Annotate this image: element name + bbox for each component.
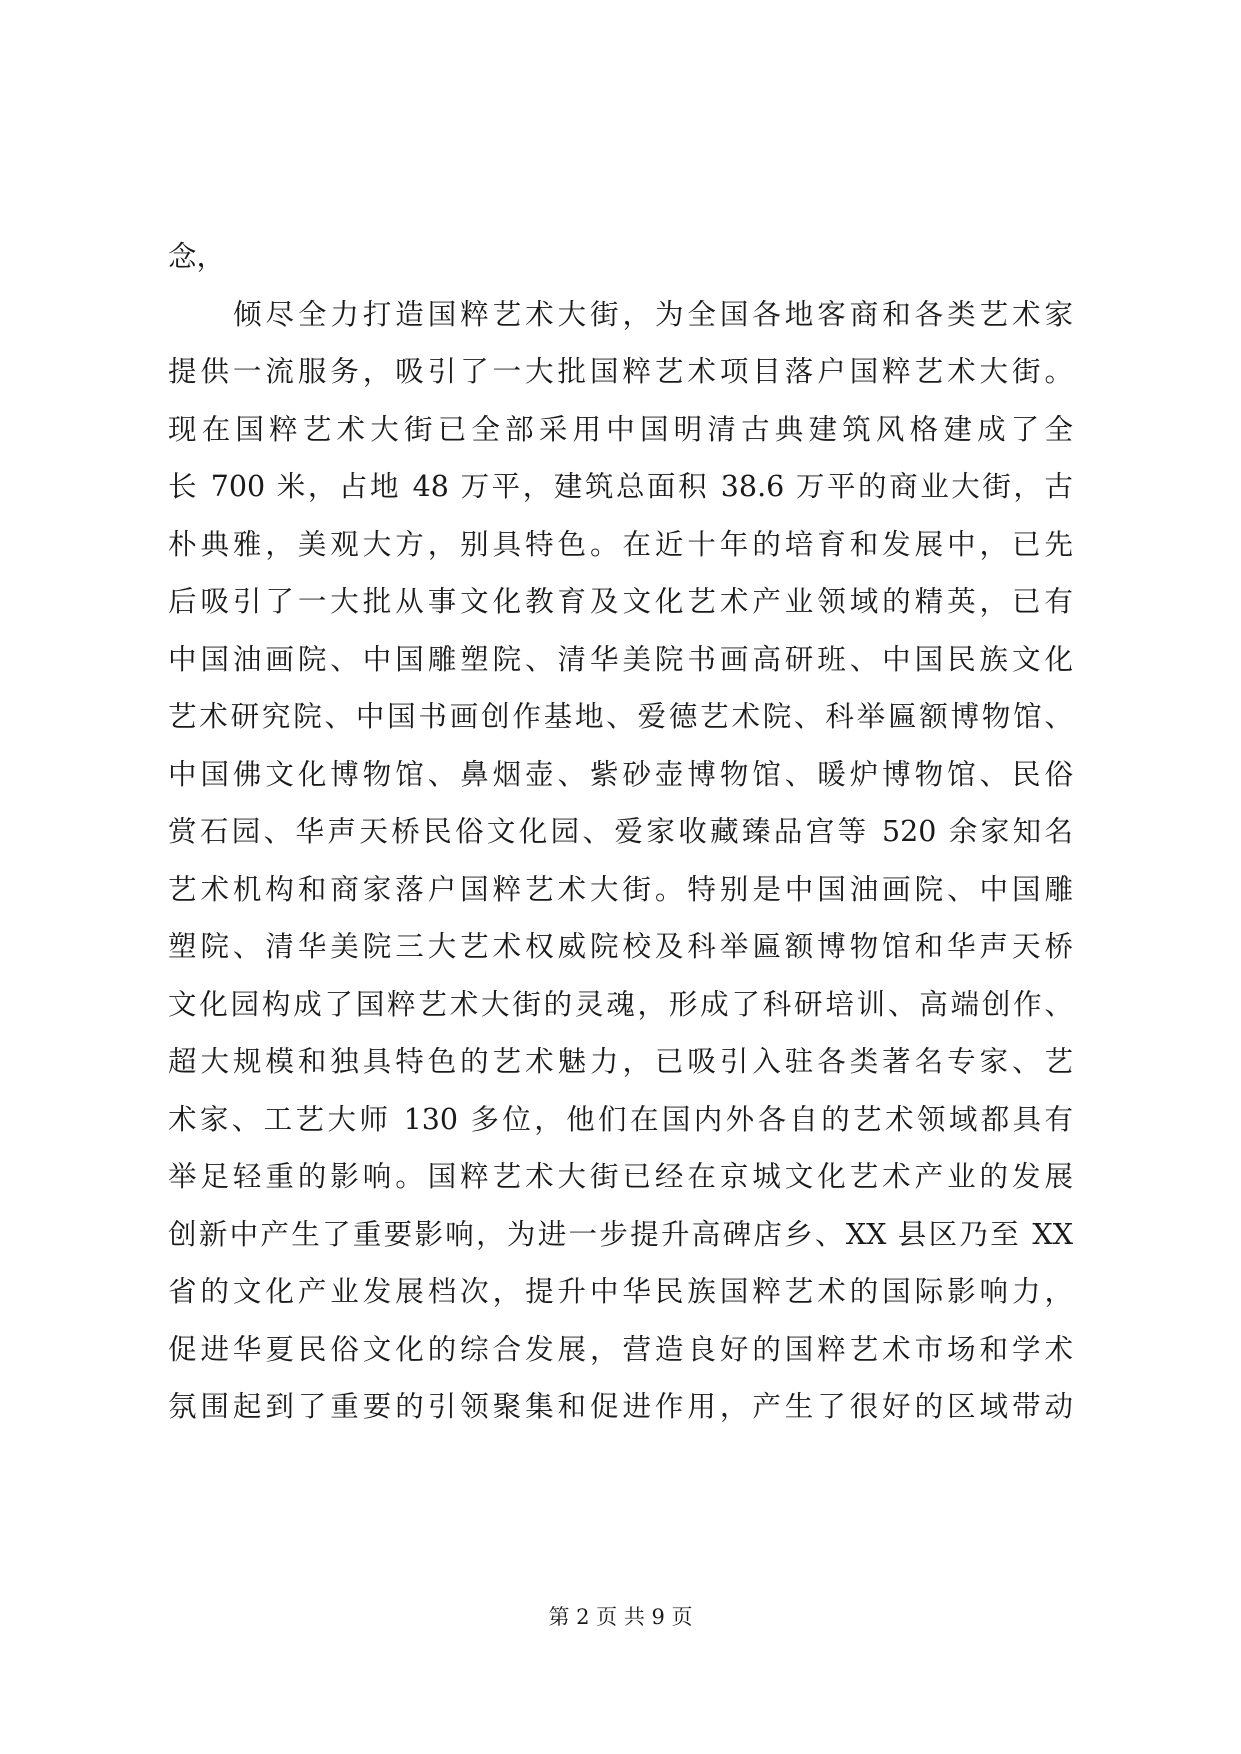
body-text bbox=[168, 228, 1073, 1436]
text-line: 提供一流服务，吸引了一大批国粹艺术项目落户国粹艺术大街。 bbox=[168, 355, 1073, 388]
text-line: 后吸引了一大批从事文化教育及文化艺术产业领域的精英，已有 bbox=[168, 585, 1073, 618]
text-line: 文化园构成了国粹艺术大街的灵魂，形成了科研培训、高端创作、 bbox=[168, 987, 1073, 1021]
text-line: 促进华夏民俗文化的综合发展，营造良好的国粹艺术市场和学术 bbox=[168, 1332, 1073, 1366]
text-line: 长 700 米，占地 48 万平，建筑总面积 38.6 万平的商业大街，古 bbox=[168, 470, 1073, 503]
text-line: 超大规模和独具特色的艺术魅力，已吸引入驻各类著名专家、艺 bbox=[168, 1045, 1073, 1078]
text-line: 艺术机构和商家落户国粹艺术大街。特别是中国油画院、中国雕 bbox=[168, 872, 1073, 906]
text-line: 中国油画院、中国雕塑院、清华美院书画高研班、中国民族文化 bbox=[168, 642, 1073, 676]
text-line: 塑院、清华美院三大艺术权威院校及科举匾额博物馆和华声天桥 bbox=[168, 930, 1073, 963]
text-line: 中国佛文化博物馆、鼻烟壶、紫砂壶博物馆、暖炉博物馆、民俗 bbox=[168, 757, 1073, 791]
text-line: 艺术研究院、中国书画创作基地、爱德艺术院、科举匾额博物馆、 bbox=[168, 700, 1073, 733]
text-line: 省的文化产业发展档次，提升中华民族国粹艺术的国际影响力， bbox=[168, 1275, 1073, 1308]
text-line: 术家、工艺大师 130 多位，他们在国内外各自的艺术领域都具有 bbox=[168, 1102, 1073, 1136]
text-line: 现在国粹艺术大街已全部采用中国明清古典建筑风格建成了全 bbox=[168, 412, 1073, 446]
text-line: 朴典雅，美观大方，别具特色。在近十年的培育和发展中，已先 bbox=[168, 527, 1073, 561]
text-line: 氛围起到了重要的引领聚集和促进作用，产生了很好的区域带动 bbox=[168, 1390, 1073, 1423]
paragraph-first-line: 倾尽全力打造国粹艺术大街，为全国各地客商和各类艺术家 bbox=[233, 297, 1073, 331]
page-footer: 第 2 页 共 9 页 bbox=[548, 1605, 693, 1629]
text-line: 创新中产生了重要影响，为进一步提升高碑店乡、XX 县区乃至 XX bbox=[168, 1217, 1073, 1251]
text-line: 举足轻重的影响。国粹艺术大街已经在京城文化艺术产业的发展 bbox=[168, 1160, 1073, 1193]
text-line: 念， bbox=[168, 240, 226, 273]
text-line: 赏石园、华声天桥民俗文化园、爱家收藏臻品宫等 520 余家知名 bbox=[168, 815, 1073, 848]
